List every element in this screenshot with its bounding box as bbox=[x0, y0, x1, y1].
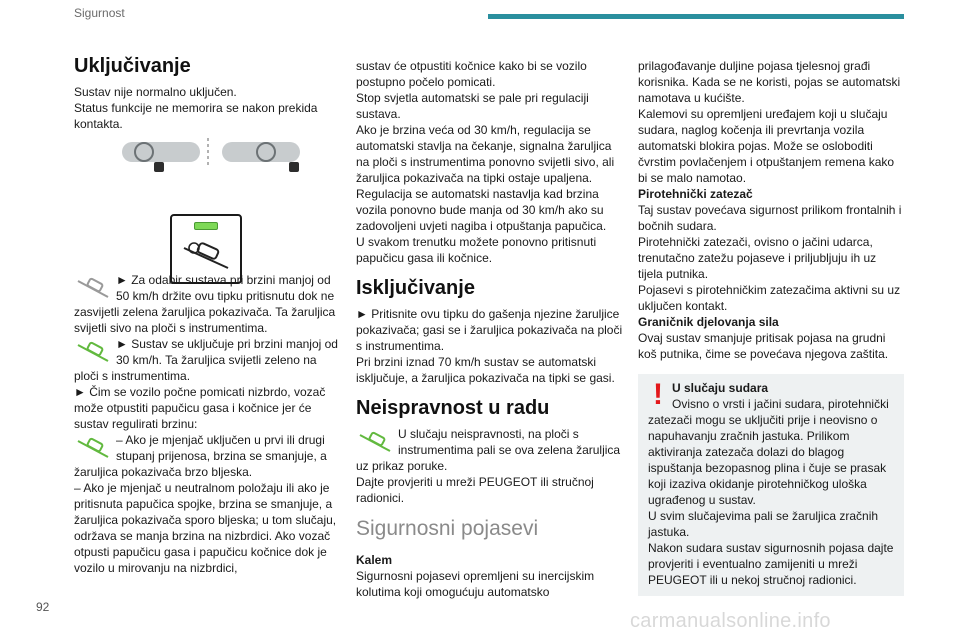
subheading-limiter: Graničnik djelovanja sila bbox=[638, 315, 779, 329]
step-gear bbox=[74, 432, 339, 480]
text-stop-lights: Stop svjetla automatski se pale pri regulaciji sustava. bbox=[356, 91, 589, 121]
instruction-activate: ► Sustav se uključuje pri brzini manjoj od 30 km/h. Ta žaruljica svijetli zeleno na ploči s instrumentima. bbox=[74, 337, 338, 383]
heading-sigurnosni-pojasevi: Sigurnosni pojasevi bbox=[356, 517, 539, 540]
text-pyro-1: Taj sustav povećava sigurnost prilikom frontalnih i bočnih sudara. bbox=[638, 203, 902, 233]
text-press-off: ► Pritisnite ovu tipku do gašenja njezine žaruljice pokazivača; gasi se i žaruljica pokazivača na ploči s instrumentima. bbox=[356, 307, 623, 353]
hill-descent-green-icon bbox=[74, 337, 112, 367]
text-over-30: Ako je brzina veća od 30 km/h, regulacija se automatski stavlja na čekanje, signalna žaruljica na ploči s instrumentima ponovno svijetli sivo, ali žaruljica pokazivača na tipki ostaje upaljena. bbox=[356, 123, 615, 185]
text-resume: Regulacija se automatski nastavlja kad brzina vozila ponovno bude manja od 30 km/h ako su zadovoljeni uvjeti nagiba i otpuštanja papučica. bbox=[356, 187, 607, 233]
instruction-downhill: ► Čim se vozilo počne pomicati nizbrdo, vozač može otpustiti papučicu gasa i kočnice jer će sustav regulirati brzinu: bbox=[74, 385, 326, 431]
warning-exclamation-icon: ! bbox=[653, 378, 663, 411]
warning-text-2: U svim slučajevima pali se žaruljica zračnih jastuka. bbox=[648, 509, 879, 539]
instruction-gear: – Ako je mjenjač uključen u prvi ili drugi stupanj prijenosa, brzina se smanjuje, a žaruljica pokazivača brzo bljeska. bbox=[74, 433, 327, 479]
intro-text-2: Status funkcije ne memorira se nakon prekida kontakta. bbox=[74, 101, 318, 131]
text-belt-adjust: prilagođavanje duljine pojasa tjelesnoj građi korisnika. Kada se ne koristi, pojas se automatski namotava u kućište. bbox=[638, 59, 901, 105]
column-3 bbox=[638, 58, 904, 596]
text-pyro-2: Pirotehnički zatezači, ovisno o jačini udarca, trenutačno zatežu pojaseve i priljubljuju ih uz tijela putnika. bbox=[638, 235, 877, 281]
intro-text-1: Sustav nije normalno uključen. bbox=[74, 85, 237, 99]
text-belt-lock: Kalemovi su opremljeni uređajem koji u slučaju sudara, naglog kočenja ili prevrtanja vozila automatski blokira pojas. Može se osloboditi čvrstim povlačenjem i otpuštanjem remena kako bi se malo namotao. bbox=[638, 107, 895, 185]
column-2 bbox=[356, 58, 623, 600]
fault-block bbox=[356, 426, 623, 474]
text-override: U svakom trenutku možete ponovno pritisnuti papučicu gasa ili kočnice. bbox=[356, 235, 597, 265]
text-limiter: Ovaj sustav smanjuje pritisak pojasa na grudni koš putnika, čime se povećava njegova zaštita. bbox=[638, 331, 889, 361]
subheading-kalem: Kalem bbox=[356, 553, 393, 567]
heading-iskljucivanje: Isključivanje bbox=[356, 277, 475, 299]
warning-text-3: Nakon sudara sustav sigurnosnih pojasa dajte provjeriti i eventualno zamijeniti u mreži PEUGEOT ili u nekoj stručnoj radionici. bbox=[648, 541, 894, 587]
warning-text-1: Ovisno o vrsti i jačini sudara, pirotehnički zatezači mogu se uključiti prije i neovisno o napuhavanju zračnih jastuka. Prilikom aktiviranja zatezača dolazi do blagog ispuštanja bezopasnog plina i čuje se prasak koji izaziva okidanje pirotehničkog uloška ugrađenog u sustav. bbox=[648, 397, 889, 507]
text-pyro-3: Pojasevi s pirotehničkim zatezačima aktivni su uz uključen kontakt. bbox=[638, 283, 901, 313]
text-fault: U slučaju neispravnosti, na ploči s instrumentima pali se ova zelena žaruljica uz prikaz poruke. bbox=[356, 427, 621, 473]
warning-title: U slučaju sudara bbox=[672, 381, 769, 395]
instruction-select: ► Za odabir sustava pri brzini manjoj od 50 km/h držite ovu tipku pritisnutu dok ne zasvijetli zelena žaruljica pokazivača. Ta žaruljica svijetli sivo na ploči s instrumentima. bbox=[74, 273, 336, 335]
text-service: Dajte provjeriti u mreži PEUGEOT ili stručnoj radionici. bbox=[356, 475, 594, 505]
instruction-neutral: – Ako je mjenjač u neutralnom položaju ili ako je pritisnuta papučica spojke, brzina se smanjuje, a žaruljica pokazivača sporo bljeska; u tom slučaju, održava se manja brzina na nizbrdici. Ako vozač otpusti papučicu gasa i papučicu kočnice dok je vozilo u mirovanju na nizbrdici, bbox=[74, 481, 337, 575]
hill-descent-fault-icon bbox=[356, 427, 394, 457]
text-release-brakes: sustav će otpustiti kočnice kako bi se vozilo postupno počelo pomicati. bbox=[356, 59, 587, 89]
text-auto-off: Pri brzini iznad 70 km/h sustav se automatski isključuje, a žaruljica pokazivača na tipki se gasi. bbox=[356, 355, 615, 385]
watermark: carmanualsonline.info bbox=[630, 610, 831, 632]
text-kalem: Sigurnosni pojasevi opremljeni su inercijskim kolutima koji omogućuju automatsko bbox=[356, 569, 595, 599]
section-title: Sigurnost bbox=[74, 6, 125, 20]
hill-descent-green-icon-2 bbox=[74, 433, 112, 463]
warning-box bbox=[638, 374, 904, 596]
column-1 bbox=[74, 54, 339, 576]
indicator-led bbox=[194, 222, 218, 230]
hill-descent-grey-icon bbox=[74, 273, 112, 303]
page-number: 92 bbox=[36, 600, 50, 614]
steering-illustration bbox=[74, 132, 339, 272]
subheading-pyro: Pirotehnički zatezač bbox=[638, 187, 753, 201]
header-accent-bar bbox=[488, 14, 904, 19]
step-select bbox=[74, 272, 339, 336]
heading-ukljucivanje: Uključivanje bbox=[74, 55, 191, 77]
step-activate bbox=[74, 336, 339, 384]
heading-neispravnost: Neispravnost u radu bbox=[356, 397, 550, 419]
